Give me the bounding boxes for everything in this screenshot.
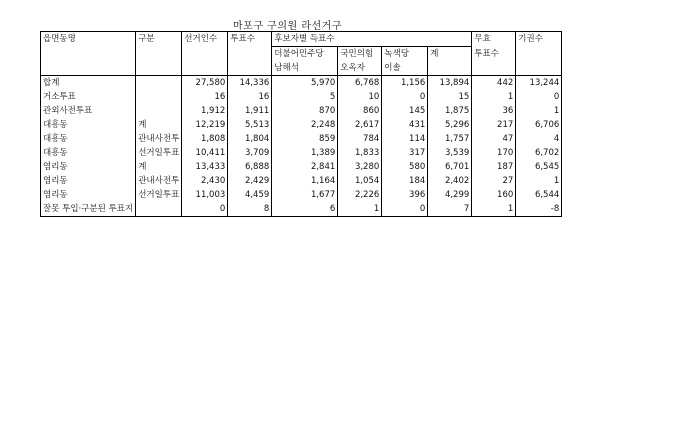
district-name-cell: 염리동 [41,174,136,188]
value-cell: 859 [272,132,338,146]
value-cell: 442 [472,76,516,91]
value-cell: 8 [228,202,272,217]
vote-type-cell: 계 [136,160,182,174]
value-cell: 10 [338,90,382,104]
header-cell: 녹색당 [382,47,428,62]
header-cell: 투표수 [228,32,272,47]
header-row-3 [41,61,562,76]
table-row [41,90,562,104]
header-cell [228,47,272,62]
value-cell: 6,545 [516,160,562,174]
header-cell [472,61,516,76]
district-name-cell: 거소투표 [41,90,136,104]
value-cell: 1 [516,174,562,188]
value-cell: 1,833 [338,146,382,160]
value-cell: 2,841 [272,160,338,174]
value-cell: 160 [472,188,516,202]
header-cell: 후보자별 득표수 [272,32,338,47]
table-row [41,146,562,160]
header-cell [182,61,228,76]
table-row [41,132,562,146]
value-cell: 2,430 [182,174,228,188]
header-cell: 읍면동명 [41,32,136,47]
header-row-1 [41,32,562,47]
value-cell: 2,429 [228,174,272,188]
value-cell: 184 [382,174,428,188]
value-cell: 396 [382,188,428,202]
district-name-cell: 대흥동 [41,132,136,146]
value-cell: 860 [338,104,382,118]
value-cell: 0 [182,202,228,217]
value-cell: 10,411 [182,146,228,160]
header-cell: 선거인수 [182,32,228,47]
value-cell: 317 [382,146,428,160]
value-cell: 1,164 [272,174,338,188]
vote-type-cell [136,104,182,118]
value-cell: 114 [382,132,428,146]
value-cell: 1,677 [272,188,338,202]
value-cell: 7 [428,202,472,217]
value-cell: 4,299 [428,188,472,202]
results-table [40,31,562,217]
sheet-title: 마포구 구의원 라선거구 [233,21,342,32]
value-cell: 1 [472,202,516,217]
value-cell: 4,459 [228,188,272,202]
value-cell: 1,156 [382,76,428,91]
value-cell: 870 [272,104,338,118]
district-name-cell: 잘못 투입·구분된 투표지 [41,202,136,217]
value-cell: 6,888 [228,160,272,174]
value-cell: 5,296 [428,118,472,132]
value-cell: 3,280 [338,160,382,174]
value-cell: 0 [516,90,562,104]
header-cell: 계 [428,47,472,62]
value-cell: 11,003 [182,188,228,202]
value-cell: 12,219 [182,118,228,132]
table-row [41,202,562,217]
value-cell: 5,970 [272,76,338,91]
header-cell [182,47,228,62]
value-cell: 6,768 [338,76,382,91]
header-cell [516,47,562,62]
value-cell: 1 [472,90,516,104]
header-cell: 기권수 [516,32,562,47]
table-row [41,160,562,174]
value-cell: 13,433 [182,160,228,174]
value-cell: 1,912 [182,104,228,118]
header-cell [338,32,382,47]
value-cell: 1,389 [272,146,338,160]
header-cell [41,47,136,62]
value-cell: 6,701 [428,160,472,174]
value-cell: 13,894 [428,76,472,91]
value-cell: 6 [272,202,338,217]
value-cell: 1,875 [428,104,472,118]
value-cell: 6,702 [516,146,562,160]
value-cell: 1 [338,202,382,217]
value-cell: 2,226 [338,188,382,202]
district-name-cell: 대흥동 [41,118,136,132]
header-cell [41,61,136,76]
value-cell: 6,706 [516,118,562,132]
header-cell: 구분 [136,32,182,47]
header-cell: 무효 [472,32,516,47]
value-cell: 170 [472,146,516,160]
header-cell: 이솔 [382,61,428,76]
value-cell: 15 [428,90,472,104]
value-cell: 6,544 [516,188,562,202]
value-cell: 1 [516,104,562,118]
vote-type-cell [136,76,182,91]
table-row [41,188,562,202]
value-cell: 14,336 [228,76,272,91]
value-cell: 5 [272,90,338,104]
value-cell: 5,513 [228,118,272,132]
vote-type-cell [136,202,182,217]
header-cell: 오옥자 [338,61,382,76]
value-cell: 2,617 [338,118,382,132]
vote-type-cell: 선거일투표 [136,146,182,160]
district-name-cell: 합계 [41,76,136,91]
value-cell: 187 [472,160,516,174]
vote-type-cell: 관내사전투 [136,132,182,146]
value-cell: 2,402 [428,174,472,188]
header-cell [428,61,472,76]
header-cell: 국민의힘 [338,47,382,62]
value-cell: -8 [516,202,562,217]
header-cell: 남해석 [272,61,338,76]
value-cell: 1,757 [428,132,472,146]
district-name-cell: 염리동 [41,160,136,174]
header-cell [228,61,272,76]
value-cell: 431 [382,118,428,132]
value-cell: 47 [472,132,516,146]
vote-type-cell: 선거일투표 [136,188,182,202]
table-row [41,104,562,118]
value-cell: 27 [472,174,516,188]
header-cell: 더불어민주당 [272,47,338,62]
value-cell: 16 [182,90,228,104]
value-cell: 1,911 [228,104,272,118]
table-row [41,118,562,132]
header-cell: 투표수 [472,47,516,62]
table-row [41,76,562,91]
district-name-cell: 관외사전투표 [41,104,136,118]
header-row-2 [41,47,562,62]
value-cell: 13,244 [516,76,562,91]
value-cell: 3,539 [428,146,472,160]
district-name-cell: 대흥동 [41,146,136,160]
value-cell: 217 [472,118,516,132]
vote-type-cell: 계 [136,118,182,132]
district-name-cell: 염리동 [41,188,136,202]
vote-type-cell [136,90,182,104]
value-cell: 16 [228,90,272,104]
value-cell: 36 [472,104,516,118]
value-cell: 1,054 [338,174,382,188]
value-cell: 4 [516,132,562,146]
header-cell [136,47,182,62]
value-cell: 0 [382,90,428,104]
value-cell: 27,580 [182,76,228,91]
header-cell [382,32,428,47]
header-cell [136,61,182,76]
header-cell [428,32,472,47]
value-cell: 3,709 [228,146,272,160]
vote-type-cell: 관내사전투 [136,174,182,188]
value-cell: 580 [382,160,428,174]
value-cell: 2,248 [272,118,338,132]
table-row [41,174,562,188]
value-cell: 1,808 [182,132,228,146]
value-cell: 145 [382,104,428,118]
value-cell: 0 [382,202,428,217]
value-cell: 784 [338,132,382,146]
header-cell [516,61,562,76]
value-cell: 1,804 [228,132,272,146]
